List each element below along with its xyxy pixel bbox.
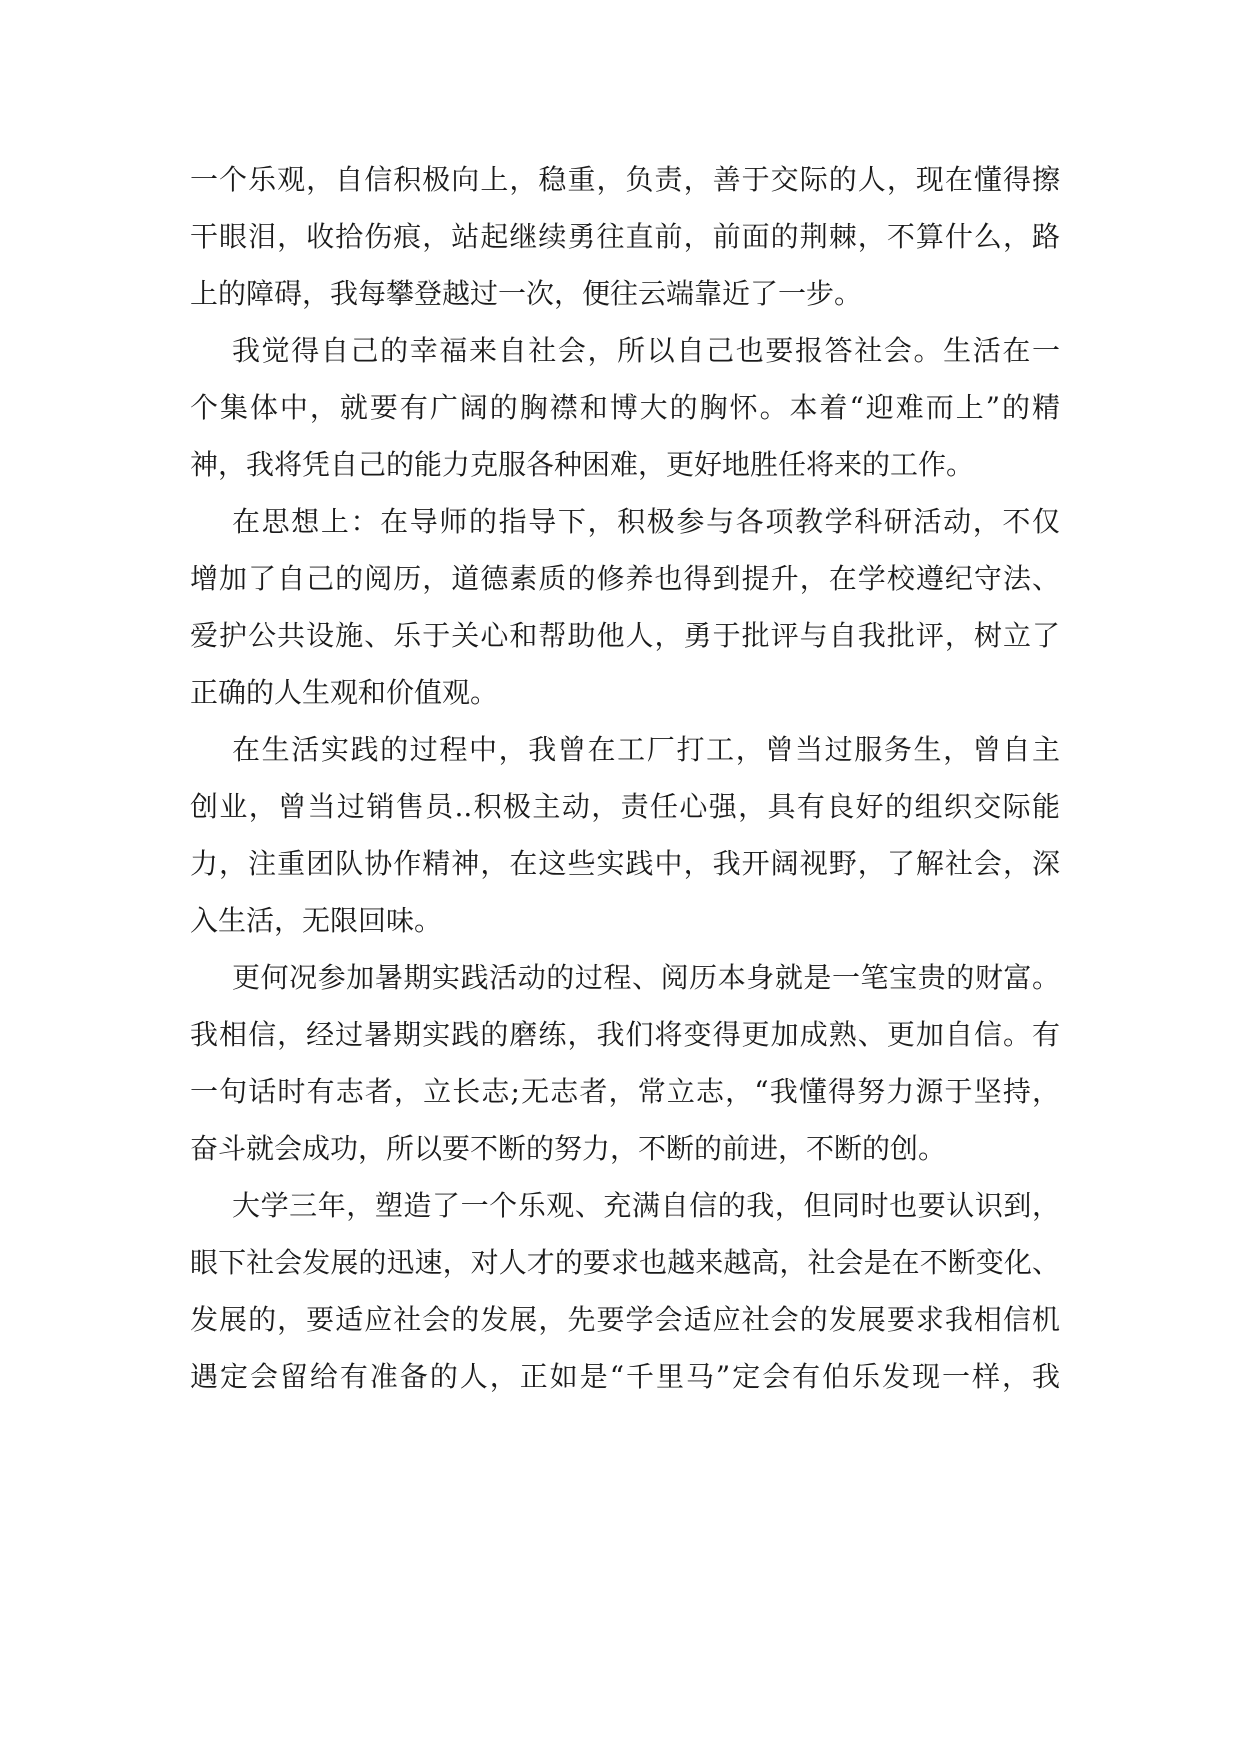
text-line: 我相信，经过暑期实践的磨练，我们将变得更加成熟、更加自信。有 [190, 1018, 1060, 1051]
text-line: 发展的，要适应社会的发展，先要学会适应社会的发展要求我相信机 [190, 1303, 1060, 1336]
text-line: 干眼泪，收拾伤痕，站起继续勇往直前，前面的荆棘，不算什么，路 [190, 220, 1060, 253]
text-line: 个集体中，就要有广阔的胸襟和博大的胸怀。本着“迎难而上”的精 [190, 391, 1060, 424]
text-line: 神，我将凭自己的能力克服各种困难，更好地胜任将来的工作。 [190, 448, 975, 481]
text-line: 大学三年，塑造了一个乐观、充满自信的我，但同时也要认识到， [232, 1189, 1060, 1222]
text-line: 眼下社会发展的迅速，对人才的要求也越来越高，社会是在不断变化、 [190, 1246, 1060, 1279]
text-line: 入生活，无限回味。 [190, 904, 443, 937]
text-line: 上的障碍，我每攀登越过一次，便往云端靠近了一步。 [190, 277, 863, 310]
text-line: 在思想上：在导师的指导下，积极参与各项教学科研活动，不仅 [232, 505, 1060, 538]
text-line: 爱护公共设施、乐于关心和帮助他人，勇于批评与自我批评，树立了 [190, 619, 1060, 652]
text-line: 增加了自己的阅历，道德素质的修养也得到提升，在学校遵纪守法、 [190, 562, 1060, 595]
text-line: 创业，曾当过销售员..积极主动，责任心强，具有良好的组织交际能 [190, 790, 1060, 823]
text-line: 更何况参加暑期实践活动的过程、阅历本身就是一笔宝贵的财富。 [232, 961, 1060, 994]
text-line: 遇定会留给有准备的人，正如是“千里马”定会有伯乐发现一样，我 [190, 1360, 1060, 1393]
text-line: 一个乐观，自信积极向上，稳重，负责，善于交际的人，现在懂得擦 [190, 163, 1060, 196]
text-line: 正确的人生观和价值观。 [190, 676, 499, 709]
text-line: 一句话时有志者，立长志;无志者，常立志，“我懂得努力源于坚持， [190, 1075, 1060, 1108]
text-line: 我觉得自己的幸福来自社会，所以自己也要报答社会。生活在一 [232, 334, 1060, 367]
text-line: 力，注重团队协作精神，在这些实践中，我开阔视野，了解社会，深 [190, 847, 1060, 880]
text-line: 奋斗就会成功，所以要不断的努力，不断的前进，不断的创。 [190, 1132, 947, 1165]
text-line: 在生活实践的过程中，我曾在工厂打工，曾当过服务生，曾自主 [232, 733, 1060, 766]
